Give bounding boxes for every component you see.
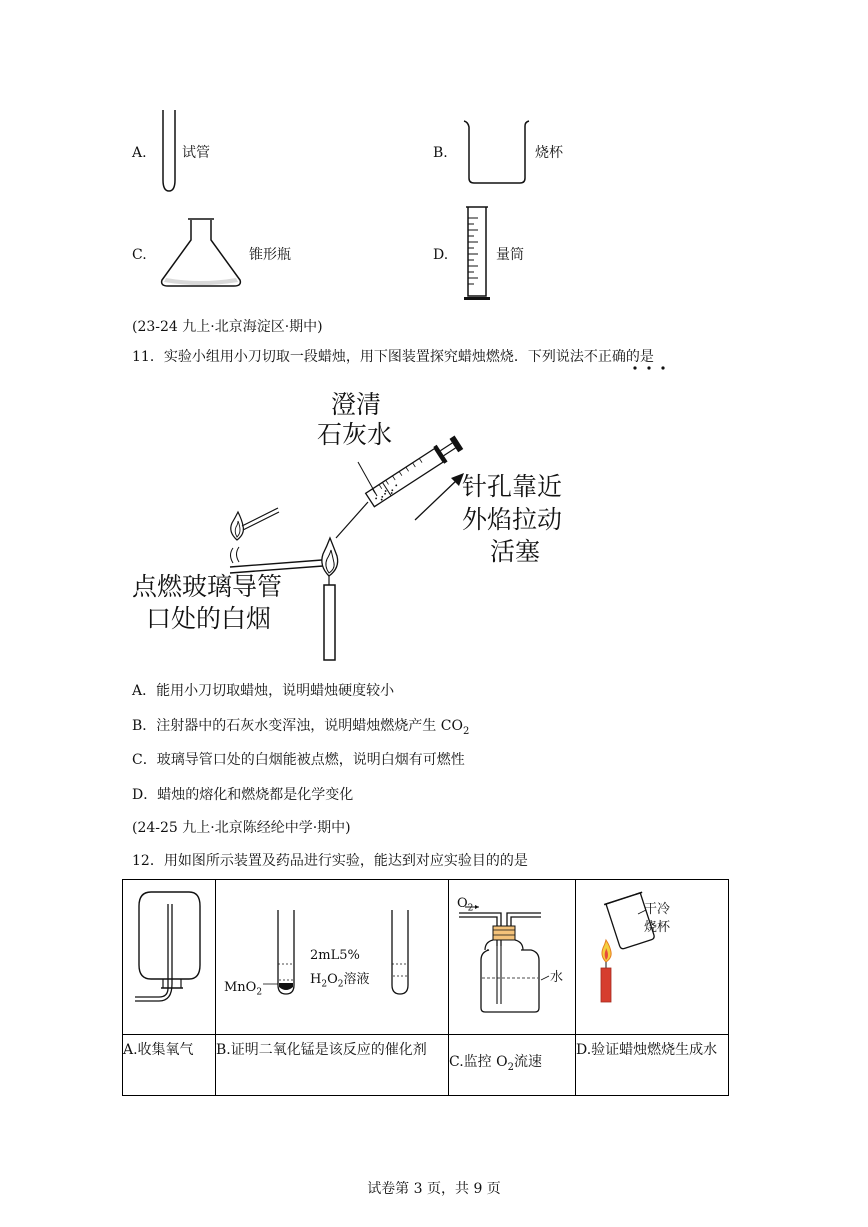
label-limewater: 石灰水 [317,420,393,449]
label-white-smoke: 口处的白烟 [146,604,272,633]
h2o2-o: O [327,972,338,987]
q12-figure-a [123,880,216,1035]
option-b-name: 烧杯 [535,145,563,161]
q12-figure-d [576,880,729,1035]
h2o2-sub2: 2 [337,979,344,990]
q12-figure-b [216,880,449,1035]
beaker-icon [462,118,532,188]
q12-stem: 12．用如图所示装置及药品进行实验，能达到对应实验目的的是 [132,853,528,869]
q11-option-a: A．能用小刀切取蜡烛，说明蜡烛硬度较小 [132,683,395,699]
label-needle-near: 针孔靠近 [462,472,563,501]
h2o2-tail: 溶液 [343,972,370,987]
q12-caption-b [216,1035,449,1096]
q12-figure-c [449,880,576,1035]
h2o2-sub1: 2 [321,979,328,990]
o2-sub: 2 [467,903,474,914]
label-ignite-smoke: 点燃玻璃导管 [132,572,283,601]
q12-source: (24-25 九上·北京陈经纶中学·期中) [132,820,351,836]
option-a-name: 试管 [182,145,210,161]
label-clear: 澄清 [331,390,382,419]
label-h2o2-solution [310,968,370,990]
option-a-letter: A. [132,145,147,161]
h2o2-h: H [310,972,322,987]
q11-stem-suffix: 的是 [625,349,654,365]
q11-stem-prefix: 11．实验小组用小刀切取一段蜡烛，用下图装置探究蜡烛燃烧．下列说法 [132,349,584,365]
caption-d-text: D.验证蜡烛燃烧生成水 [576,1042,718,1058]
gas-collection-bottle-icon [123,880,215,1030]
label-o2-inlet [457,896,473,914]
q12-caption-d [576,1035,729,1096]
q11-option-d: D．蜡烛的熔化和燃烧都是化学变化 [132,787,354,803]
q12-caption-c [449,1035,576,1096]
q11-option-b-text: B．注射器中的石灰水变浑浊，说明蜡烛燃烧产生 CO [132,718,463,734]
option-d-name: 量筒 [496,247,524,263]
q11-option-b [132,717,469,741]
o2-text: O [457,896,468,911]
test-tube-icon [158,108,180,194]
graduated-cylinder-icon [462,204,492,302]
q11-stem [132,348,654,366]
option-d-letter: D. [433,247,449,263]
option-c-name: 锥形瓶 [249,247,291,263]
q11-stem-emphasis: 不正确 [583,349,626,365]
caption-c-sub: 2 [507,1061,514,1073]
option-c-letter: C. [132,247,147,263]
emphasis-dots [630,365,680,373]
caption-b-text: B.证明二氧化锰是该反应的催化剂 [216,1042,427,1058]
q11-source: (23-24 九上·北京海淀区·期中) [132,319,323,335]
q12-caption-a [123,1035,216,1096]
label-dry-cold: 干冷 [644,902,671,917]
mno2-sub: 2 [256,987,263,998]
caption-c-suffix: 流速 [513,1054,542,1071]
label-h2o2-concentration: 2mL5% [310,948,360,963]
page-footer: 试卷第 3 页，共 9 页 [367,1181,501,1197]
mno2-text: MnO [224,980,257,995]
option-b-letter: B. [433,145,448,161]
caption-c-prefix: C.监控 O [449,1054,508,1071]
conical-flask-icon [158,214,244,292]
q12-options-table [122,879,729,1096]
label-beaker: 烧杯 [644,920,671,935]
label-outer-flame: 外焰拉动 [462,505,563,534]
label-water: 水 [550,970,564,985]
caption-a-text: A.收集氧气 [123,1042,194,1058]
label-mno2 [224,980,262,998]
label-plunger: 活塞 [490,537,541,566]
q11-option-b-subscript: 2 [462,725,470,737]
q11-option-c: C．玻璃导管口处的白烟能被点燃，说明白烟有可燃性 [132,752,465,768]
